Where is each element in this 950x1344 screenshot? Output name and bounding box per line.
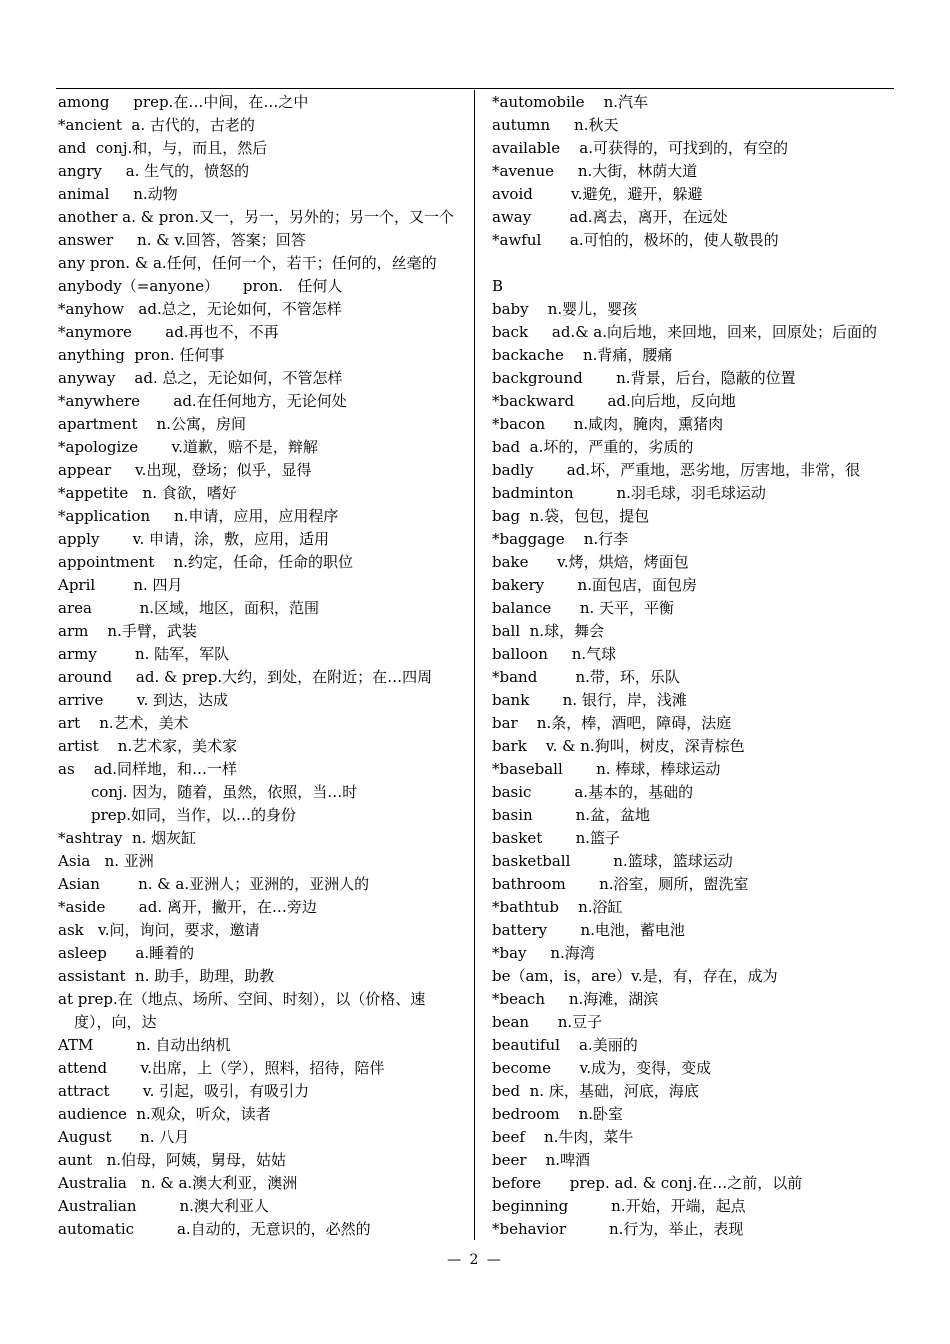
left-column: [58, 91, 468, 1241]
entry-line: anybody（=anyone） pron. 任何人: [58, 277, 343, 295]
entry-line: arrive v. 到达，达成: [58, 691, 229, 709]
entry-line: asleep a.睡着的: [58, 944, 195, 962]
entry-line: arm n.手臂，武装: [58, 622, 197, 640]
entry-line: avoid v.避免，避开，躲避: [492, 185, 703, 203]
entry-line: *anywhere ad.在任何地方，无论何处: [58, 392, 347, 410]
entry-line: basic a.基本的，基础的: [492, 783, 694, 801]
entry-line: B: [492, 277, 504, 295]
entry-line: prep.如同，当作，以…的身份: [91, 806, 297, 824]
entry-line: *beach n.海滩，湖滨: [492, 990, 659, 1008]
entry-line: Asian n. & a.亚洲人；亚洲的，亚洲人的: [58, 875, 370, 893]
entry-line: basketball n.篮球，篮球运动: [492, 852, 733, 870]
entry-line: baby n.婴儿，婴孩: [492, 300, 638, 318]
entry-line: aunt n.伯母，阿姨，舅母，姑姑: [58, 1151, 287, 1169]
entry-line: *band n.带，环，乐队: [492, 668, 680, 686]
entry-line: bank n. 银行，岸，浅滩: [492, 691, 687, 709]
entry-line: *awful a.可怕的，极坏的，使人敬畏的: [492, 231, 779, 249]
right-column: [492, 91, 894, 1241]
entry-line: *behavior n.行为，举止，表现: [492, 1220, 744, 1238]
entry-line: ATM n. 自动出纳机: [58, 1036, 231, 1054]
entry-line: basket n.篮子: [492, 829, 621, 847]
entry-line: bag n.袋，包包，提包: [492, 507, 650, 525]
entry-line: ball n.球，舞会: [492, 622, 605, 640]
entry-line: backache n.背痛，腰痛: [492, 346, 673, 364]
entry-line: bake v.烤，烘焙，烤面包: [492, 553, 689, 571]
entry-line: become v.成为，变得，变成: [492, 1059, 712, 1077]
entry-line: [492, 252, 894, 275]
entry-line: basin n.盆，盆地: [492, 806, 651, 824]
entry-line: bakery n.面包店，面包房: [492, 576, 697, 594]
entry-line: bad a.坏的，严重的，劣质的: [492, 438, 694, 456]
entry-line: beautiful a.美丽的: [492, 1036, 638, 1054]
entry-line: *appetite n. 食欲，嗜好: [58, 484, 237, 502]
entry-line: and conj.和，与，而且，然后: [58, 139, 268, 157]
entry-line: art n.艺术，美术: [58, 714, 189, 732]
entry-line: around ad. & prep.大约，到处，在附近；在…四周: [58, 668, 433, 686]
entry-line: *anyhow ad.总之，无论如何，不管怎样: [58, 300, 342, 318]
entry-line: conj. 因为，随着，虽然，依照，当…时: [91, 783, 358, 801]
entry-line: area n.区域，地区，面积，范围: [58, 599, 320, 617]
column-divider: [474, 90, 475, 1240]
entry-line: balance n. 天平，平衡: [492, 599, 675, 617]
entry-line: *aside ad. 离开，撇开，在…旁边: [58, 898, 317, 916]
entry-line: battery n.电池，蓄电池: [492, 921, 685, 939]
entry-line: automatic a.自动的，无意识的，必然的: [58, 1220, 371, 1238]
entry-line: *baseball n. 棒球，棒球运动: [492, 760, 721, 778]
entry-line: Australia n. & a.澳大利亚，澳洲: [58, 1174, 298, 1192]
entry-line: anyway ad. 总之，无论如何，不管怎样: [58, 369, 343, 387]
entry-line: Asia n. 亚洲: [58, 852, 154, 870]
entry-line: army n. 陆军，军队: [58, 645, 230, 663]
entry-line: *anymore ad.再也不，不再: [58, 323, 279, 341]
entry-line: bark v. & n.狗叫，树皮，深青棕色: [492, 737, 745, 755]
entry-line: away ad.离去，离开，在远处: [492, 208, 728, 226]
entry-line: badminton n.羽毛球，羽毛球运动: [492, 484, 766, 502]
entry-line: *application n.申请，应用，应用程序: [58, 507, 339, 525]
entry-line: attract v. 引起，吸引，有吸引力: [58, 1082, 310, 1100]
entry-line: beginning n.开始，开端，起点: [492, 1197, 746, 1215]
entry-line: autumn n.秋天: [492, 116, 619, 134]
entry-line: among prep.在…中间，在…之中: [58, 93, 309, 111]
entry-line: angry a. 生气的，愤怒的: [58, 162, 250, 180]
entry-line: bar n.条，棒，酒吧，障碍，法庭: [492, 714, 732, 732]
entry-line: answer n. & v.回答，答案；回答: [58, 231, 306, 249]
entry-line: *ashtray n. 烟灰缸: [58, 829, 197, 847]
entry-line: back ad.& a.向后地，来回地，回来，回原处；后面的: [492, 323, 878, 341]
entry-line: background n.背景，后台，隐蔽的位置: [492, 369, 796, 387]
entry-line: April n. 四月: [58, 576, 183, 594]
entry-line: Australian n.澳大利亚人: [58, 1197, 269, 1215]
entry-line: available a.可获得的，可找到的，有空的: [492, 139, 788, 157]
entry-line: as ad.同样地，和…一样: [58, 760, 238, 778]
entry-line: attend v.出席，上（学），照料，招待，陪伴: [58, 1059, 385, 1077]
entry-line: *avenue n.大街，林荫大道: [492, 162, 698, 180]
entry-line: bed n. 床，基础，河底，海底: [492, 1082, 699, 1100]
entry-line: ask v.问，询问，要求，邀请: [58, 921, 260, 939]
entry-line: artist n.艺术家，美术家: [58, 737, 238, 755]
entry-line: animal n.动物: [58, 185, 178, 203]
entry-line: balloon n.气球: [492, 645, 617, 663]
entry-line: *ancient a. 古代的，古老的: [58, 116, 255, 134]
entry-line: bathroom n.浴室，厕所，盥洗室: [492, 875, 749, 893]
entry-line: *apologize v.道歉，赔不是，辩解: [58, 438, 318, 456]
entry-line: anything pron. 任何事: [58, 346, 225, 364]
top-rule: [56, 88, 894, 89]
entry-line: apartment n.公寓，房间: [58, 415, 246, 433]
entry-line: *bathtub n.浴缸: [492, 898, 623, 916]
entry-line: appointment n.约定，任命，任命的职位: [58, 553, 353, 571]
entry-line: *automobile n.汽车: [492, 93, 648, 111]
entry-line: at prep.在（地点、场所、空间、时刻），以（价格、速: [58, 990, 426, 1008]
entry-line: apply v. 申请，涂，敷，应用，适用: [58, 530, 330, 548]
entry-line: bedroom n.卧室: [492, 1105, 624, 1123]
entry-line: *bay n.海湾: [492, 944, 595, 962]
entry-line: *backward ad.向后地，反向地: [492, 392, 736, 410]
entry-line: be（am，is，are）v.是，有，存在，成为: [492, 967, 778, 985]
page-number: — 2 —: [447, 1252, 503, 1268]
entry-line: any pron. & a.任何，任何一个，若干；任何的，丝毫的: [58, 254, 437, 272]
entry-line: 度），向，达: [74, 1013, 157, 1031]
entry-line: beer n.啤酒: [492, 1151, 591, 1169]
entry-line: *bacon n.咸肉，腌肉，熏猪肉: [492, 415, 724, 433]
entry-line: bean n.豆子: [492, 1013, 603, 1031]
entry-line: another a. & pron.又一，另一，另外的；另一个，又一个: [58, 208, 454, 226]
entry-line: August n. 八月: [58, 1128, 190, 1146]
entry-line: assistant n. 助手，助理，助教: [58, 967, 275, 985]
entry-line: appear v.出现，登场；似乎，显得: [58, 461, 312, 479]
entry-line: badly ad.坏，严重地，恶劣地，厉害地，非常，很: [492, 461, 861, 479]
entry-line: audience n.观众，听众，读者: [58, 1105, 271, 1123]
entry-line: beef n.牛肉，菜牛: [492, 1128, 634, 1146]
entry-line: *baggage n.行李: [492, 530, 629, 548]
entry-line: before prep. ad. & conj.在…之前，以前: [492, 1174, 803, 1192]
